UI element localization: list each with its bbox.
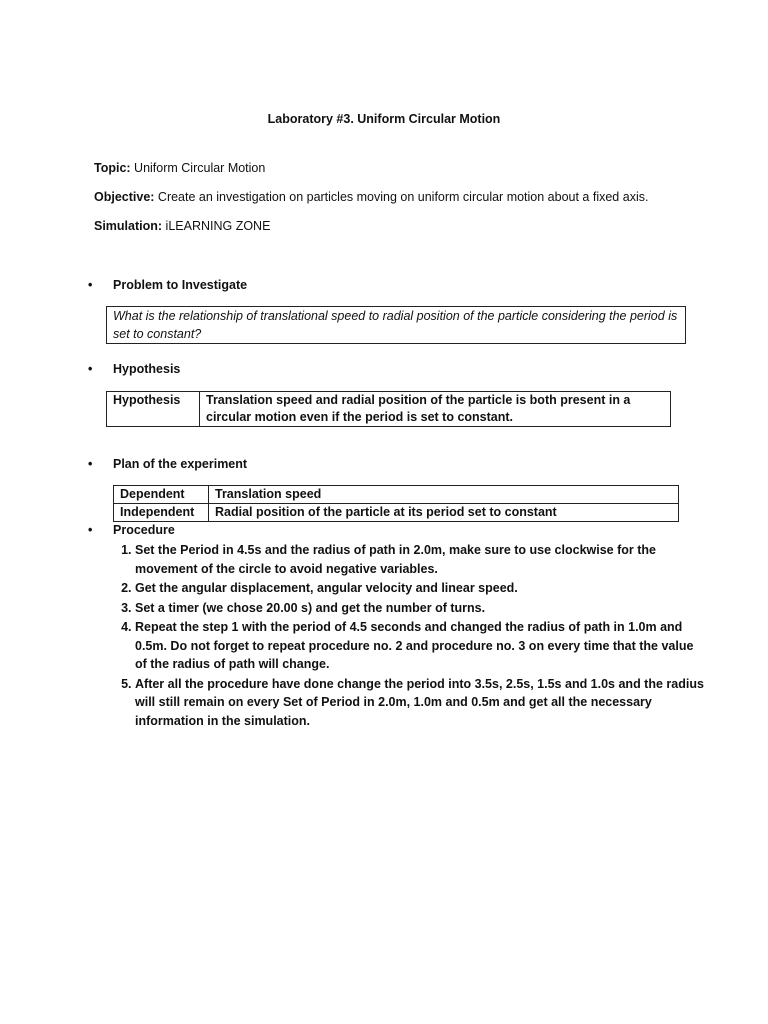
procedure-step: 5. After all the procedure have done change the period into 3.5s, 2.5s, 1.5s and 1.0s and the radius will still remain on every Set of Period in 2.0m, 1.0m and 0.5m and get all the necessary information in the simulation. [135, 675, 705, 731]
table-row [114, 486, 679, 504]
procedure-step: 1. Set the Period in 4.5s and the radius of path in 2.0m, make sure to use clockwise for the movement of the circle to avoid negative variables. [135, 541, 705, 578]
bullet-icon: • [88, 278, 93, 292]
simulation-line [94, 219, 270, 233]
independent-label-cell: Independent [114, 504, 209, 522]
section-problem-label: Problem to Investigate [113, 278, 248, 292]
independent-value-cell: Radial position of the particle at its period set to constant [209, 504, 679, 522]
objective-label: Objective: [94, 190, 155, 204]
topic-line [94, 161, 265, 175]
objective-value: Create an investigation on particles moving on uniform circular motion about a fixed axis. [154, 190, 649, 204]
procedure-step: 2. Get the angular displacement, angular velocity and linear speed. [135, 579, 705, 598]
variables-table [113, 485, 679, 522]
page-title: Laboratory #3. Uniform Circular Motion [267, 112, 501, 126]
problem-box [106, 306, 686, 344]
simulation-label: Simulation: [94, 219, 163, 233]
bullet-icon: • [88, 523, 93, 537]
hypothesis-table [106, 391, 671, 427]
hypothesis-text-cell: Translation speed and radial position of the particle is both present in a circular motion even if the period is set to constant. [200, 392, 671, 427]
hypothesis-label-cell: Hypothesis [107, 392, 200, 427]
procedure-list [113, 541, 705, 731]
section-hypothesis [88, 362, 180, 376]
simulation-value: iLEARNING ZONE [162, 219, 271, 233]
section-hypothesis-label: Hypothesis [113, 362, 181, 376]
topic-value: Uniform Circular Motion [130, 161, 266, 175]
section-plan-label: Plan of the experiment [113, 457, 248, 471]
section-problem [88, 278, 247, 292]
topic-label: Topic: [94, 161, 131, 175]
bullet-icon: • [88, 457, 93, 471]
table-row [114, 504, 679, 522]
dependent-label-cell: Dependent [114, 486, 209, 504]
objective-line [94, 190, 648, 204]
section-procedure-label: Procedure [113, 523, 175, 537]
problem-text: What is the relationship of translational speed to radial position of the particle considering the period is set to constant? [113, 309, 678, 341]
section-plan [88, 457, 247, 471]
section-procedure [88, 523, 175, 537]
table-row [107, 392, 671, 427]
procedure-step: 3. Set a timer (we chose 20.00 s) and get the number of turns. [135, 599, 705, 618]
dependent-value-cell: Translation speed [209, 486, 679, 504]
bullet-icon: • [88, 362, 93, 376]
procedure-step: 4. Repeat the step 1 with the period of 4.5 seconds and changed the radius of path in 1.0m and 0.5m. Do not forget to repeat procedure no. 2 and procedure no. 3 on every time that the value of the radius of path will change. [135, 618, 705, 674]
